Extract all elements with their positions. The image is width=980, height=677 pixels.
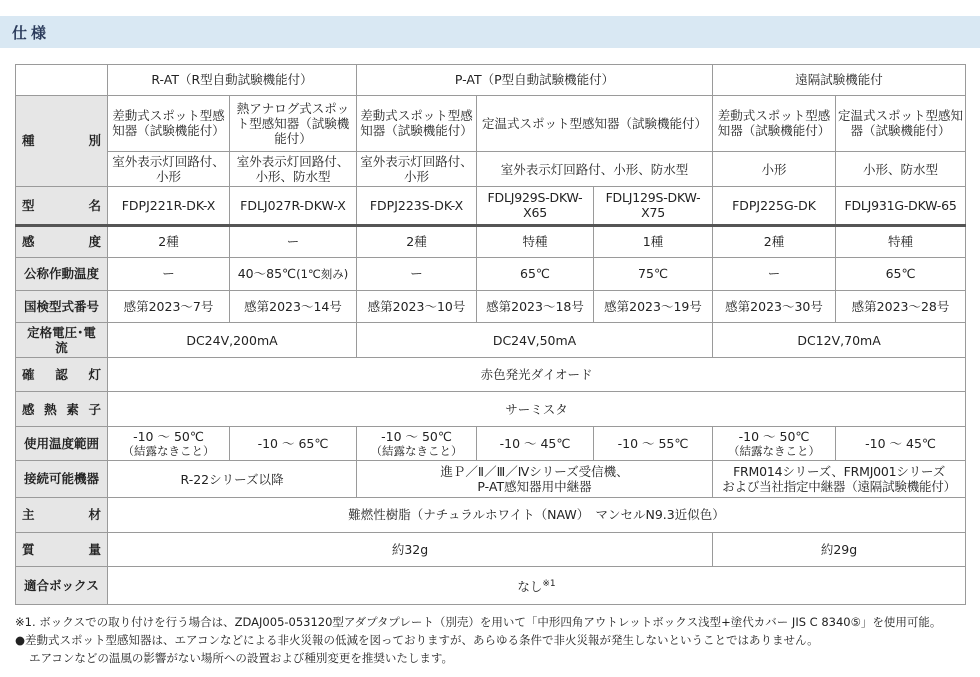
sensitivity-cell: ー (230, 225, 357, 258)
box-footnote-mark: ※1 (542, 579, 556, 590)
table-row (16, 461, 966, 498)
temp-range-cell: -10 ～ 45℃ (477, 426, 594, 461)
type-feature-cell: 室外表示灯回路付、小形、防水型 (477, 152, 713, 187)
table-row (16, 290, 966, 323)
cert-cell: 感第2023～18号 (477, 290, 594, 323)
temp-range-note: （結露なきこと） (370, 443, 463, 458)
table-row (16, 187, 966, 226)
sensitivity-cell: 2種 (108, 225, 230, 258)
temp-range-value: -10 ～ 50℃ (738, 428, 810, 444)
label-material: 主材 (16, 498, 108, 533)
label-devices: 接続可能機器 (16, 461, 108, 498)
table-row (16, 65, 966, 96)
type-feature-cell: 室外表示灯回路付、小形、防水型 (230, 152, 357, 187)
model-cell: FDPJ225G-DK (713, 187, 836, 226)
table-row (16, 392, 966, 427)
cert-cell: 感第2023～10号 (357, 290, 477, 323)
box-cell (108, 567, 966, 605)
model-cell: FDLJ931G-DKW-65 (836, 187, 966, 226)
corner-cell (16, 65, 108, 96)
devices-cell: R-22シリーズ以降 (108, 461, 357, 498)
label-indicator: 確認灯 (16, 357, 108, 392)
table-row (16, 323, 966, 358)
devices-line: FRM014シリーズ、FRMJ001シリーズ (733, 464, 946, 480)
voltage-cell: DC24V,50mA (357, 323, 713, 358)
group-r-at: R-AT（R型自動試験機能付） (108, 65, 357, 96)
group-p-at: P-AT（P型自動試験機能付） (357, 65, 713, 96)
temp-range-cell: -10 ～ 55℃ (594, 426, 713, 461)
indicator-cell: 赤色発光ダイオード (108, 357, 966, 392)
table-row (16, 498, 966, 533)
label-nominal-temp: 公称作動温度 (16, 258, 108, 291)
model-cell: FDLJ027R-DKW-X (230, 187, 357, 226)
devices-cell (713, 461, 966, 498)
label-sensitivity: 感度 (16, 225, 108, 258)
nominal-temp-cell: 65℃ (836, 258, 966, 291)
type-cell: 差動式スポット型感知器（試験機能付） (108, 95, 230, 152)
nominal-temp-cell: ー (108, 258, 230, 291)
label-type: 種別 (16, 95, 108, 187)
table-row (16, 426, 966, 461)
type-cell: 定温式スポット型感知器（試験機能付） (836, 95, 966, 152)
temp-range-note: （結露なきこと） (728, 443, 821, 458)
table-row (16, 258, 966, 291)
section-header (0, 16, 980, 48)
table-row (16, 95, 966, 152)
sensitivity-cell: 特種 (836, 225, 966, 258)
label-temp-range: 使用温度範囲 (16, 426, 108, 461)
nominal-temp-step: (1℃刻み) (296, 266, 349, 281)
sensor-cell: サーミスタ (108, 392, 966, 427)
temp-range-value: -10 ～ 50℃ (133, 428, 204, 444)
label-cert: 国検型式番号 (16, 290, 108, 323)
caution-note-continued: エアコンなどの温風の影響がない場所への設置および種別変更を推奨いたします。 (29, 651, 454, 665)
table-row (16, 532, 966, 567)
table-row (16, 357, 966, 392)
spec-table (15, 64, 966, 605)
type-cell: 熱アナログ式スポット型感知器（試験機能付） (230, 95, 357, 152)
label-sensor: 感熱素子 (16, 392, 108, 427)
cert-cell: 感第2023～28号 (836, 290, 966, 323)
table-row (16, 225, 966, 258)
mass-cell: 約29g (713, 532, 966, 567)
material-cell: 難燃性樹脂（ナチュラルホワイト（NAW） マンセルN9.3近似色） (108, 498, 966, 533)
temp-range-cell (357, 426, 477, 461)
table-row (16, 152, 966, 187)
sensitivity-cell: 特種 (477, 225, 594, 258)
temp-range-note: （結露なきこと） (122, 443, 215, 458)
model-cell: FDLJ929S-DKW-X65 (477, 187, 594, 226)
temp-range-cell (108, 426, 230, 461)
type-cell: 差動式スポット型感知器（試験機能付） (357, 95, 477, 152)
sensitivity-cell: 2種 (713, 225, 836, 258)
type-feature-cell: 小形 (713, 152, 836, 187)
temp-range-value: -10 ～ 50℃ (381, 428, 452, 444)
voltage-cell: DC12V,70mA (713, 323, 966, 358)
type-feature-cell: 小形、防水型 (836, 152, 966, 187)
box-value: なし (517, 579, 543, 595)
table-row (16, 567, 966, 605)
cert-cell: 感第2023～14号 (230, 290, 357, 323)
type-feature-cell: 室外表示灯回路付、小形 (108, 152, 230, 187)
nominal-temp-value: 40～85℃ (237, 265, 297, 281)
devices-line: 進Ｐ／Ⅱ／Ⅲ／Ⅳシリーズ受信機、 (440, 464, 629, 480)
temp-range-cell: -10 ～ 65℃ (230, 426, 357, 461)
caution-note: ●差動式スポット型感知器は、エアコンなどによる非火災報の低減を図っておりますが、あらゆる条件で非火災報が発生しないということではありません。 (15, 633, 819, 647)
nominal-temp-cell: ー (713, 258, 836, 291)
type-feature-cell: 室外表示灯回路付、小形 (357, 152, 477, 187)
devices-line: および当社指定中継器（遠隔試験機能付） (722, 479, 956, 495)
notes (15, 613, 970, 667)
voltage-cell: DC24V,200mA (108, 323, 357, 358)
temp-range-cell: -10 ～ 45℃ (836, 426, 966, 461)
devices-line: P-AT感知器用中継器 (477, 479, 592, 495)
type-cell: 差動式スポット型感知器（試験機能付） (713, 95, 836, 152)
section-title: 仕様 (12, 23, 51, 42)
label-model: 型名 (16, 187, 108, 226)
temp-range-cell (713, 426, 836, 461)
label-voltage: 定格電圧･電流 (16, 323, 108, 358)
type-cell: 定温式スポット型感知器（試験機能付） (477, 95, 713, 152)
cert-cell: 感第2023～7号 (108, 290, 230, 323)
footnote: ※1. ボックスでの取り付けを行う場合は、ZDAJ005-053120型アダプタプレート（別売）を用いて「中形四角アウトレットボックス浅型+塗代カバー JIS C 8340⑤」を使用可能。 (15, 615, 942, 629)
nominal-temp-cell: 75℃ (594, 258, 713, 291)
label-box: 適合ボックス (16, 567, 108, 605)
nominal-temp-cell: 65℃ (477, 258, 594, 291)
sensitivity-cell: 1種 (594, 225, 713, 258)
nominal-temp-cell: ー (357, 258, 477, 291)
group-remote: 遠隔試験機能付 (713, 65, 966, 96)
cert-cell: 感第2023～19号 (594, 290, 713, 323)
model-cell: FDLJ129S-DKW-X75 (594, 187, 713, 226)
model-cell: FDPJ221R-DK-X (108, 187, 230, 226)
label-mass: 質量 (16, 532, 108, 567)
nominal-temp-cell (230, 258, 357, 291)
model-cell: FDPJ223S-DK-X (357, 187, 477, 226)
devices-cell (357, 461, 713, 498)
cert-cell: 感第2023～30号 (713, 290, 836, 323)
mass-cell: 約32g (108, 532, 713, 567)
sensitivity-cell: 2種 (357, 225, 477, 258)
